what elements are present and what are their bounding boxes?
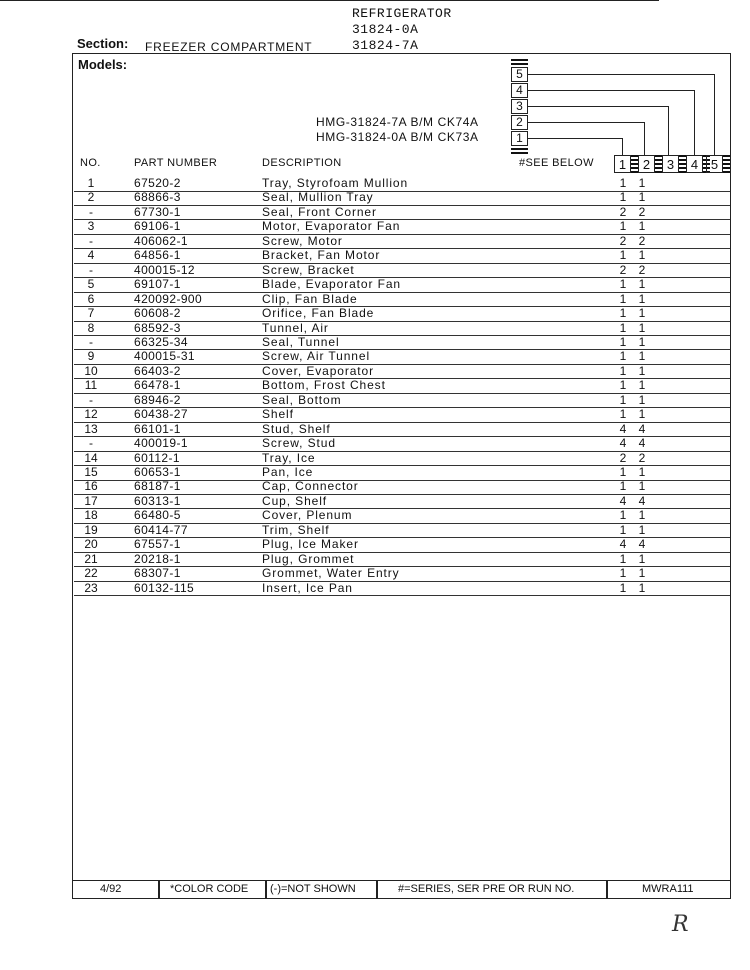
qty-series-1: 1: [619, 465, 627, 479]
part-description: Seal, Tunnel: [262, 334, 340, 349]
handwritten-initial: R: [672, 912, 689, 937]
footer-divider: [265, 881, 267, 898]
header-block: [352, 6, 452, 54]
qty-series-2: 1: [638, 277, 646, 292]
qty-series-1: 2: [619, 450, 627, 465]
part-description: Tray, Ice: [262, 450, 316, 465]
product-title: REFRIGERATOR: [352, 6, 452, 21]
part-number: 60438-27: [134, 407, 188, 422]
connector-line-5: [528, 74, 714, 75]
table-row: [74, 537, 730, 553]
qty-series-2: 1: [638, 392, 646, 407]
part-description: Tunnel, Air: [262, 320, 329, 335]
part-item-number: 14: [84, 450, 98, 465]
footer-series-note: #=SERIES, SER PRE OR RUN NO.: [398, 883, 575, 895]
part-number: 420092-900: [134, 291, 203, 306]
qty-series-2: 1: [638, 580, 646, 595]
table-row: [74, 581, 730, 597]
part-description: Screw, Air Tunnel: [262, 349, 371, 364]
part-number: 69107-1: [134, 277, 181, 292]
series-stripe-top: [511, 57, 528, 65]
section-label: Section:: [77, 36, 129, 51]
part-item-number: 17: [84, 493, 98, 508]
part-number: 400015-31: [134, 349, 195, 364]
part-number: 406062-1: [134, 233, 188, 248]
qty-series-2: 4: [638, 493, 646, 508]
table-row: [74, 190, 730, 206]
table-row: [74, 205, 730, 221]
connector-line-1: [528, 138, 622, 139]
series-header-5: 5: [706, 155, 723, 173]
table-row: [74, 479, 730, 495]
part-item-number: 22: [84, 566, 98, 581]
table-row: [74, 422, 730, 438]
part-item-number: -: [89, 233, 93, 248]
table-row: [74, 219, 730, 235]
part-item-number: 5: [87, 277, 95, 292]
qty-series-1: 4: [619, 493, 627, 508]
qty-series-1: 1: [619, 551, 627, 566]
part-number: 68187-1: [134, 479, 181, 494]
connector-line-3: [528, 106, 668, 107]
part-description: Cap, Connector: [262, 479, 359, 494]
footer-divider: [606, 881, 608, 898]
part-description: Tray, Styrofoam Mullion: [262, 176, 409, 190]
part-item-number: 7: [87, 306, 95, 321]
series-header-3: 3: [662, 155, 679, 173]
series-header-4: 4: [686, 155, 703, 173]
table-row: [74, 263, 730, 279]
footer-bar: [72, 880, 731, 899]
part-description: Cover, Plenum: [262, 508, 353, 523]
part-description: Clip, Fan Blade: [262, 291, 358, 306]
qty-series-1: 1: [619, 407, 627, 422]
qty-series-1: 1: [619, 176, 627, 190]
part-item-number: 20: [84, 537, 98, 552]
part-item-number: 11: [84, 378, 98, 393]
qty-series-1: 1: [619, 291, 627, 306]
part-number: 66101-1: [134, 421, 181, 436]
part-description: Screw, Stud: [262, 436, 336, 451]
qty-series-1: 4: [619, 436, 627, 451]
part-item-number: 4: [87, 248, 95, 263]
qty-series-2: 1: [638, 334, 646, 349]
part-number: 20218-1: [134, 551, 181, 566]
table-row: [74, 277, 730, 293]
part-number: 68592-3: [134, 320, 181, 335]
part-item-number: -: [89, 262, 93, 277]
qty-series-1: 1: [619, 190, 627, 205]
part-number: 64856-1: [134, 248, 181, 263]
qty-series-2: 1: [638, 522, 646, 537]
qty-series-2: 1: [638, 566, 646, 581]
table-row: [74, 393, 730, 409]
qty-series-2: 4: [638, 421, 646, 436]
part-item-number: 16: [84, 479, 98, 494]
part-description: Screw, Motor: [262, 233, 343, 248]
table-row: [74, 306, 730, 322]
connector-drop-2: [644, 122, 645, 155]
footer-divider: [376, 881, 378, 898]
qty-series-2: 4: [638, 436, 646, 451]
table-row: [74, 494, 730, 510]
table-row: [74, 248, 730, 264]
footer-not-shown: (-)=NOT SHOWN: [270, 883, 356, 895]
part-description: Trim, Shelf: [262, 522, 330, 537]
qty-series-2: 2: [638, 233, 646, 248]
part-item-number: -: [89, 392, 93, 407]
table-row: [74, 451, 730, 467]
header-rule: [0, 0, 659, 1]
col-header-no: NO.: [80, 157, 101, 169]
connector-drop-1: [622, 138, 623, 155]
part-item-number: 19: [84, 522, 98, 537]
col-header-description: DESCRIPTION: [262, 157, 342, 169]
qty-series-1: 1: [619, 248, 627, 263]
series-box-2: 2: [511, 115, 528, 130]
part-description: Blade, Evaporator Fan: [262, 277, 401, 292]
qty-series-2: 2: [638, 450, 646, 465]
series-header-2: 2: [638, 155, 655, 173]
qty-series-2: 1: [638, 349, 646, 364]
series-header-1: 1: [614, 155, 631, 173]
footer-doc-code: MWRA111: [642, 883, 694, 895]
part-number: 67557-1: [134, 537, 181, 552]
series-header-stripe: [631, 155, 638, 173]
part-item-number: 1: [87, 176, 95, 190]
part-number: 69106-1: [134, 219, 181, 234]
series-header-stripe: [655, 155, 662, 173]
connector-drop-4: [694, 90, 695, 155]
qty-series-1: 1: [619, 306, 627, 321]
qty-series-2: 1: [638, 219, 646, 234]
connector-drop-5: [714, 74, 715, 155]
part-item-number: 15: [84, 465, 98, 479]
table-row: [74, 436, 730, 452]
connector-drop-3: [668, 106, 669, 155]
table-row: [74, 292, 730, 308]
model-number-1: 31824-0A: [352, 22, 419, 37]
part-item-number: 21: [84, 551, 98, 566]
part-item-number: 12: [84, 407, 98, 422]
qty-series-2: 1: [638, 320, 646, 335]
part-number: 60313-1: [134, 493, 181, 508]
part-description: Seal, Mullion Tray: [262, 190, 374, 205]
part-description: Plug, Grommet: [262, 551, 355, 566]
part-description: Bottom, Frost Chest: [262, 378, 386, 393]
qty-series-1: 1: [619, 508, 627, 523]
qty-series-2: 2: [638, 204, 646, 219]
qty-series-1: 4: [619, 537, 627, 552]
part-description: Grommet, Water Entry: [262, 566, 400, 581]
part-number: 66478-1: [134, 378, 181, 393]
table-row: [74, 508, 730, 524]
part-item-number: 3: [87, 219, 95, 234]
models-label: Models:: [78, 57, 128, 72]
connector-line-4: [528, 90, 694, 91]
series-header-stripe: [679, 155, 686, 173]
qty-series-2: 1: [638, 465, 646, 479]
section-value: FREEZER COMPARTMENT: [145, 40, 313, 54]
series-box-4: 4: [511, 83, 528, 98]
part-number: 67520-2: [134, 176, 181, 190]
series-stripe-bottom: [511, 147, 528, 154]
qty-series-2: 1: [638, 306, 646, 321]
table-row: [74, 364, 730, 380]
table-row: [74, 566, 730, 582]
qty-series-2: 1: [638, 190, 646, 205]
table-row: [74, 523, 730, 539]
part-item-number: -: [89, 204, 93, 219]
qty-series-2: 1: [638, 248, 646, 263]
part-item-number: -: [89, 436, 93, 451]
footer-color-code: *COLOR CODE: [170, 883, 249, 895]
qty-series-1: 1: [619, 566, 627, 581]
part-number: 68946-2: [134, 392, 181, 407]
qty-series-2: 1: [638, 378, 646, 393]
part-description: Cup, Shelf: [262, 493, 328, 508]
part-description: Screw, Bracket: [262, 262, 355, 277]
part-item-number: 8: [87, 320, 95, 335]
part-number: 60132-115: [134, 580, 195, 595]
series-box-5: 5: [511, 67, 528, 82]
part-number: 60653-1: [134, 465, 181, 479]
part-number: 60608-2: [134, 306, 181, 321]
qty-series-1: 1: [619, 378, 627, 393]
part-description: Pan, Ice: [262, 465, 314, 479]
part-description: Seal, Bottom: [262, 392, 342, 407]
model-line-2: HMG-31824-0A B/M CK73A: [316, 130, 479, 144]
model-number-2: 31824-7A: [352, 38, 419, 53]
table-row: [74, 234, 730, 250]
table-row: [74, 349, 730, 365]
qty-series-2: 1: [638, 407, 646, 422]
col-header-see-below: #SEE BELOW: [519, 157, 594, 169]
qty-series-2: 1: [638, 363, 646, 378]
qty-series-1: 1: [619, 363, 627, 378]
part-description: Stud, Shelf: [262, 421, 331, 436]
connector-line-2: [528, 122, 644, 123]
part-description: Cover, Evaporator: [262, 363, 375, 378]
part-item-number: 23: [84, 580, 98, 595]
qty-series-2: 1: [638, 508, 646, 523]
part-item-number: 10: [84, 363, 98, 378]
part-number: 66403-2: [134, 363, 181, 378]
qty-series-2: 1: [638, 291, 646, 306]
qty-series-1: 1: [619, 334, 627, 349]
qty-series-2: 4: [638, 537, 646, 552]
part-description: Shelf: [262, 407, 294, 422]
part-number: 68307-1: [134, 566, 181, 581]
part-item-number: 6: [87, 291, 95, 306]
series-header-stripe: [723, 155, 730, 173]
qty-series-1: 1: [619, 479, 627, 494]
qty-series-2: 1: [638, 551, 646, 566]
part-number: 67730-1: [134, 204, 181, 219]
part-item-number: 13: [84, 421, 98, 436]
footer-divider: [158, 881, 160, 898]
part-item-number: 2: [87, 190, 95, 205]
part-item-number: 9: [87, 349, 95, 364]
part-number: 68866-3: [134, 190, 181, 205]
qty-series-1: 2: [619, 204, 627, 219]
part-description: Insert, Ice Pan: [262, 580, 353, 595]
part-description: Orifice, Fan Blade: [262, 306, 375, 321]
part-number: 66325-34: [134, 334, 188, 349]
table-row: [74, 335, 730, 351]
col-header-part-number: PART NUMBER: [134, 157, 218, 169]
qty-series-1: 4: [619, 421, 627, 436]
part-description: Plug, Ice Maker: [262, 537, 359, 552]
part-item-number: 18: [84, 508, 98, 523]
part-number: 66480-5: [134, 508, 181, 523]
part-number: 60112-1: [134, 450, 180, 465]
qty-series-1: 1: [619, 580, 627, 595]
part-item-number: -: [89, 334, 93, 349]
qty-series-2: 1: [638, 479, 646, 494]
qty-series-1: 2: [619, 262, 627, 277]
qty-series-1: 1: [619, 277, 627, 292]
qty-series-1: 1: [619, 349, 627, 364]
footer-date: 4/92: [100, 883, 122, 895]
qty-series-1: 1: [619, 320, 627, 335]
part-number: 400015-12: [134, 262, 195, 277]
table-row: [74, 552, 730, 568]
qty-series-1: 1: [619, 522, 627, 537]
table-row: [74, 407, 730, 423]
series-box-1: 1: [511, 131, 528, 146]
qty-series-1: 1: [619, 392, 627, 407]
qty-series-1: 1: [619, 219, 627, 234]
part-number: 60414-77: [134, 522, 188, 537]
table-row: [74, 176, 730, 192]
table-row: [74, 321, 730, 337]
part-description: Seal, Front Corner: [262, 204, 377, 219]
qty-series-1: 2: [619, 233, 627, 248]
table-row: [74, 378, 730, 394]
qty-series-2: 1: [638, 176, 646, 190]
part-description: Bracket, Fan Motor: [262, 248, 381, 263]
qty-series-2: 2: [638, 262, 646, 277]
part-description: Motor, Evaporator Fan: [262, 219, 401, 234]
model-line-1: HMG-31824-7A B/M CK74A: [316, 115, 479, 129]
series-box-3: 3: [511, 99, 528, 114]
part-number: 400019-1: [134, 436, 188, 451]
table-row: [74, 465, 730, 481]
